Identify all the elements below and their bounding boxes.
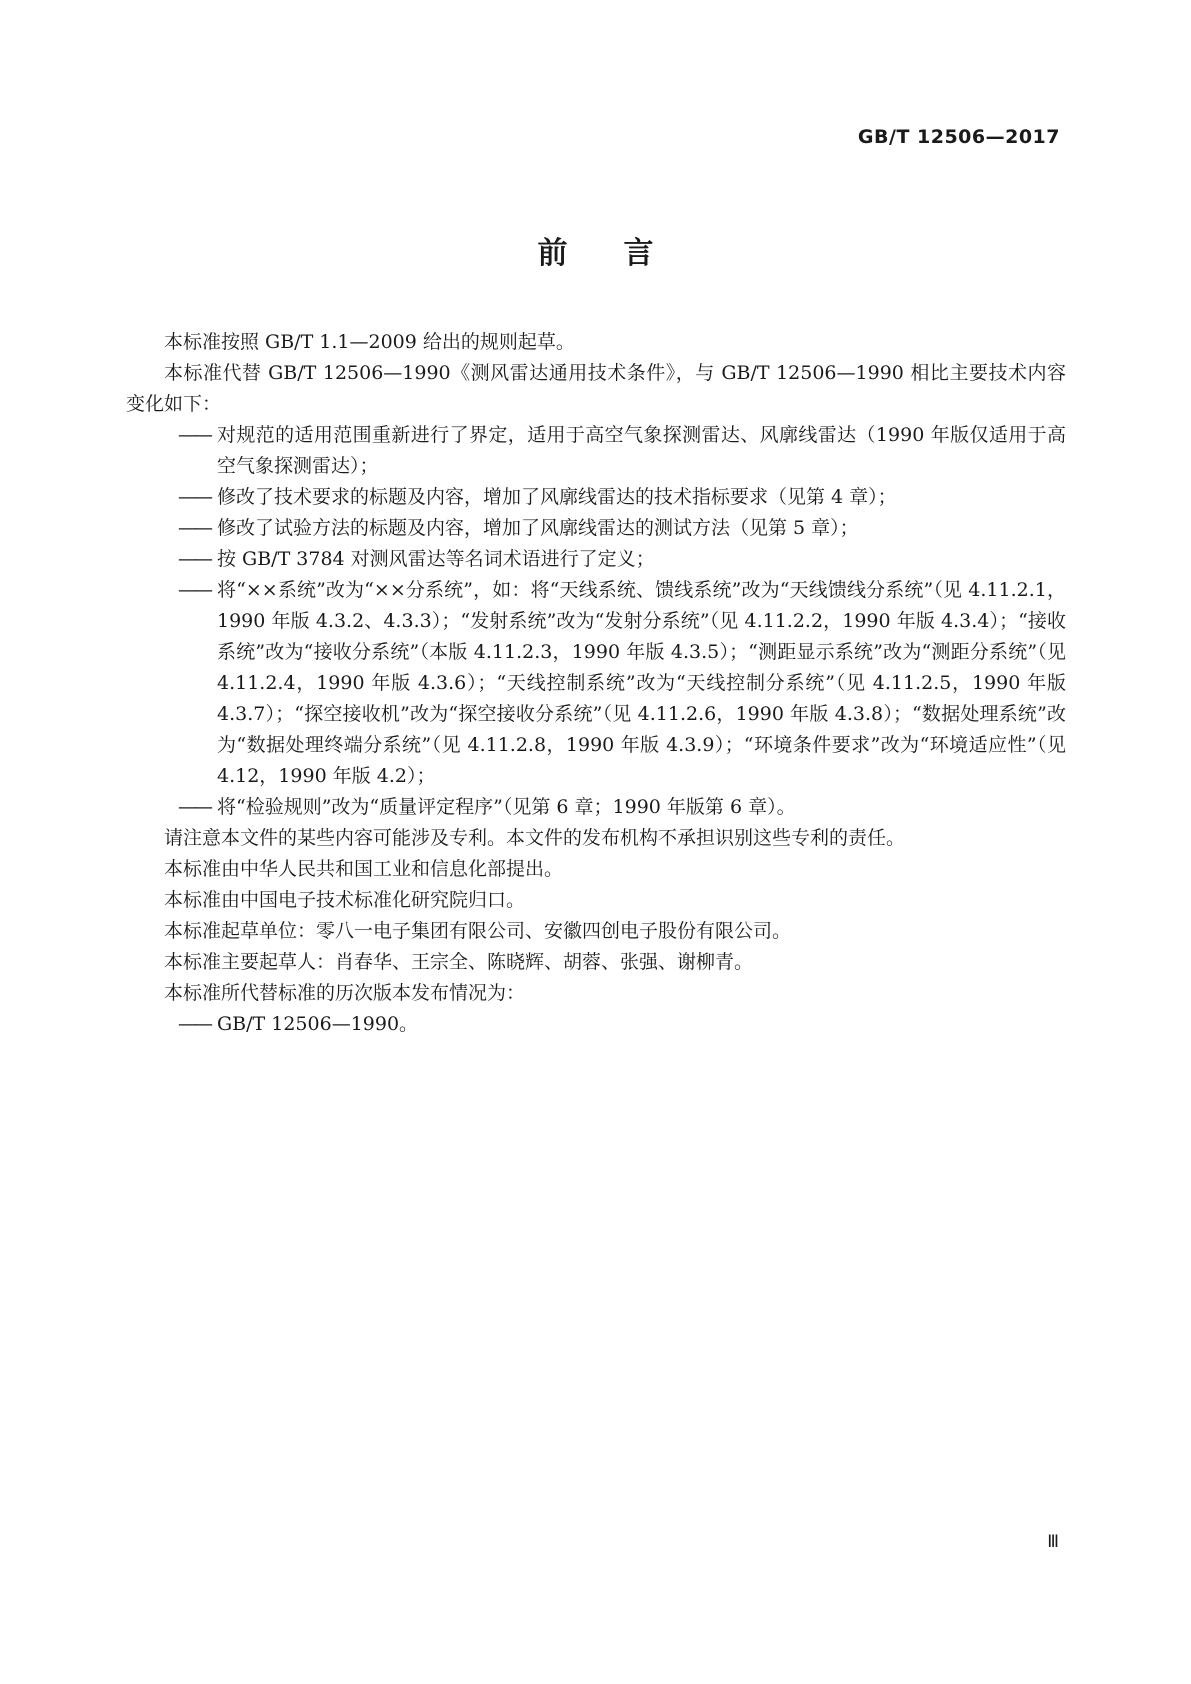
paragraph-replacement: 本标准代替 GB/T 12506—1990《测风雷达通用技术条件》，与 GB/T 12506—1990 相比主要技术内容变化如下： <box>126 362 1066 415</box>
paragraph-history-intro: 本标准所代替标准的历次版本发布情况为： <box>164 982 526 1004</box>
paragraph-proposer: 本标准由中华人民共和国工业和信息化部提出。 <box>164 858 564 880</box>
paragraph-drafting-rules: 本标准按照 GB/T 1.1—2009 给出的规则起草。 <box>164 331 575 353</box>
dash-marker: —— <box>178 424 210 446</box>
list-item <box>126 513 1066 544</box>
list-item-text: 修改了试验方法的标题及内容，增加了风廓线雷达的测试方法（见第 5 章）； <box>217 517 859 539</box>
dash-marker: —— <box>178 796 210 818</box>
paragraph-drafting-units: 本标准起草单位：零八一电子集团有限公司、安徽四创电子股份有限公司。 <box>164 920 792 942</box>
dash-marker: —— <box>178 486 210 508</box>
page-title: 前言 <box>537 236 710 271</box>
foreword-body <box>126 327 1066 1040</box>
history-item <box>126 1009 1066 1040</box>
paragraph-drafters: 本标准主要起草人：肖春华、王宗全、陈晓辉、胡蓉、张强、谢柳青。 <box>164 951 754 973</box>
list-item <box>126 420 1066 482</box>
history-item-text: GB/T 12506—1990。 <box>217 1013 419 1035</box>
document-code: GB/T 12506—2017 <box>857 126 1060 148</box>
list-item-text: 对规范的适用范围重新进行了界定，适用于高空气象探测雷达、风廓线雷达（1990 年版仅适用于高空气象探测雷达）； <box>217 424 1066 477</box>
dash-marker: —— <box>178 517 210 539</box>
list-item-text: 将“××系统”改为“××分系统”，如：将“天线系统、馈线系统”改为“天线馈线分系统”（见 4.11.2.1，1990 年版 4.3.2、4.3.3）；“发射系统”改为“发射分系统”（见 4.11.2.2，1990 年版 4.3.4）；“接收系统”改为“接收分系统”（本版 4.11.2.3，1990 年版 4.3.5）；“测距显示系统”改为“测距分系统”（见 4.11.2.4，1990 年版 4.3.6）；“天线控制系统”改为“天线控制分系统”（见 4.11.2.5，1990 年版 4.3.7）；“探空接收机”改为“探空接收分系统”（见 4.11.2.6，1990 年版 4.3.8）；“数据处理系统”改为“数据处理终端分系统”（见 4.11.2.8，1990 年版 4.3.9）；“环境条件要求”改为“环境适应性”（见 4.12，1990 年版 4.2）； <box>217 579 1066 787</box>
paragraph-patent-notice: 请注意本文件的某些内容可能涉及专利。本文件的发布机构不承担识别这些专利的责任。 <box>164 827 906 849</box>
dash-marker: —— <box>178 579 210 601</box>
list-item <box>126 482 1066 513</box>
list-item-text: 按 GB/T 3784 对测风雷达等名词术语进行了定义； <box>217 548 655 570</box>
list-item <box>126 544 1066 575</box>
list-item <box>126 575 1066 792</box>
dash-marker: —— <box>178 1013 210 1035</box>
list-item-text: 修改了技术要求的标题及内容，增加了风廓线雷达的技术指标要求（见第 4 章）； <box>217 486 897 508</box>
list-item-text: 将“检验规则”改为“质量评定程序”（见第 6 章；1990 年版第 6 章）。 <box>217 796 796 818</box>
paragraph-centralized-unit: 本标准由中国电子技术标准化研究院归口。 <box>164 889 526 911</box>
page-number: Ⅲ <box>1047 1532 1059 1552</box>
list-item <box>126 792 1066 823</box>
dash-marker: —— <box>178 548 210 570</box>
